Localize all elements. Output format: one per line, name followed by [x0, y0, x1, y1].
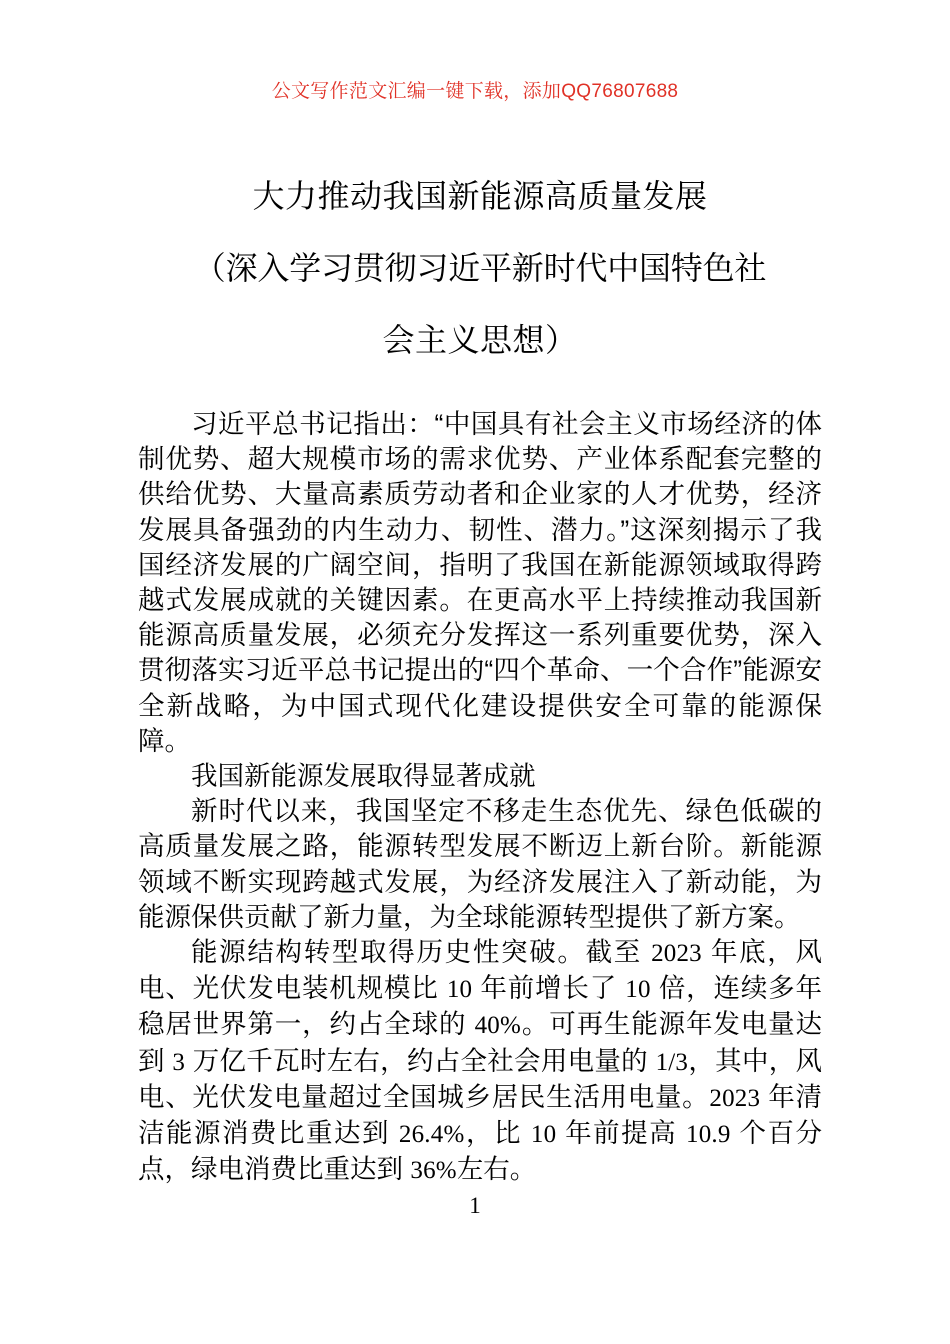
- paragraph-quote: 习近平总书记指出：“中国具有社会主义市场经济的体制优势、超大规模市场的需求优势、产业体系配套完整的供给优势、大量高素质劳动者和企业家的人才优势，经济发展具备强劲的内生动力、韧性、潜力。”这深刻揭示了我国经济发展的广阔空间，指明了我国在新能源领域取得跨越式发展成就的关键因素。在更高水平上持续推动我国新能源高质量发展，必须充分发挥这一系列重要优势，深入贯彻落实习近平总书记提出的“四个革命、一个合作”能源安全新战略，为中国式现代化建设提供安全可靠的能源保障。: [138, 409, 822, 756]
- inline-text: 年底，风电、光伏发电装机规模比: [138, 937, 822, 1004]
- page-title-line-3: 会主义思想）: [382, 322, 578, 358]
- inline-number: 1/3: [655, 1048, 689, 1076]
- page-title-line-2: （深入学习贯彻习近平新时代中国特色社: [193, 250, 767, 286]
- page-title-line-1: 大力推动我国新能源高质量发展: [252, 178, 708, 214]
- inline-number: 10: [446, 976, 473, 1004]
- inline-number: 2023: [709, 1084, 761, 1112]
- inline-number: 2023: [651, 940, 702, 968]
- document-body: [138, 160, 822, 1188]
- inline-text: 倍，连续多年稳居世界第一，约占全球的: [138, 973, 822, 1040]
- page-number: 1: [469, 1193, 481, 1218]
- paragraph-energy-structure: [138, 935, 822, 1188]
- inline-text: 万亿千瓦时左右，约占全社会用电量的: [185, 1045, 656, 1076]
- inline-text: ，其中，风电、光伏发电量超过全国城乡居民生活用电量。: [138, 1045, 822, 1112]
- inline-number: 36%: [410, 1157, 457, 1185]
- section-subheading: 我国新能源发展取得显著成就: [191, 761, 536, 792]
- inline-number: 40%: [474, 1012, 522, 1040]
- inline-text: 年前增长了: [472, 973, 626, 1004]
- inline-number: 26.4%: [398, 1121, 465, 1149]
- paragraph-achievements: 新时代以来，我国坚定不移走生态优先、绿色低碳的高质量发展之路，能源转型发展不断迈上新台阶。新能源领域不断实现跨越式发展，为经济发展注入了新动能，为能源保供贡献了新力量，为全球能源转型提供了新方案。: [138, 796, 822, 932]
- inline-number: 3: [172, 1048, 186, 1076]
- body-paragraphs: [138, 407, 822, 1188]
- inline-text: ，比: [464, 1118, 531, 1149]
- page-title: [138, 160, 822, 376]
- inline-number: 10: [625, 976, 651, 1004]
- promo-header-text: 公文写作范文汇编一键下载，添加QQ76807688: [271, 81, 679, 102]
- inline-text: 年清洁能源消费比重达到: [138, 1081, 822, 1149]
- inline-text: 左右。: [456, 1154, 537, 1185]
- inline-text: 年前提高: [556, 1118, 687, 1149]
- inline-text: 个百分点，绿电消费比重达到: [138, 1118, 822, 1185]
- inline-text: 能源结构转型取得历史性突破。截至: [191, 937, 652, 968]
- inline-number: 10: [530, 1121, 557, 1149]
- inline-number: 10.9: [686, 1121, 731, 1149]
- inline-text: 。可再生能源年发电量达到: [138, 1009, 822, 1076]
